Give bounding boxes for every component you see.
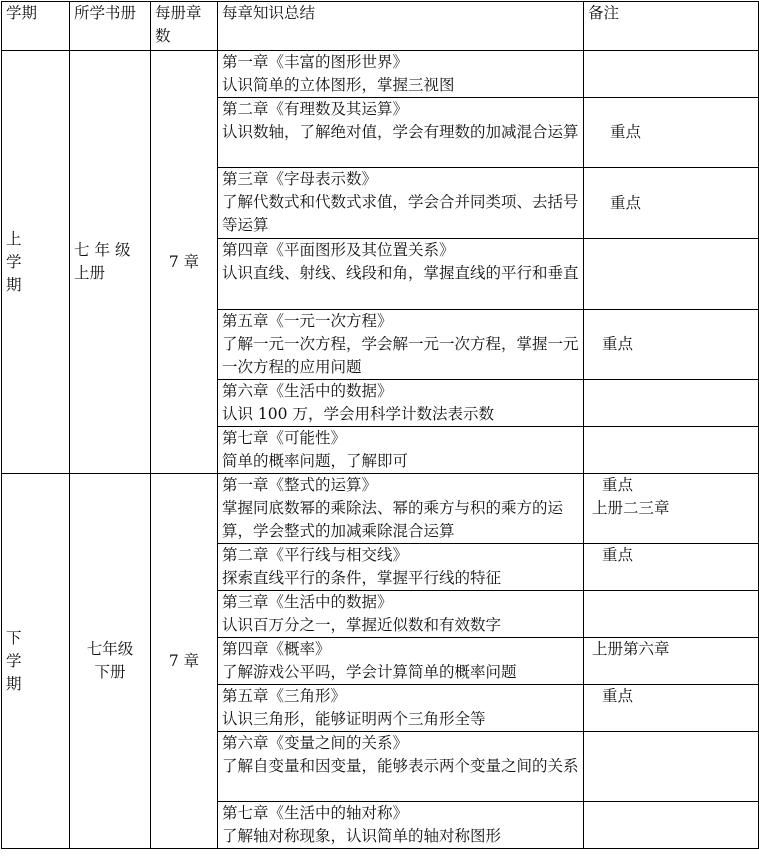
term-cell-first <box>2 51 70 474</box>
chapter-title: 第一章《整式的运算》 <box>222 476 378 494</box>
book-volume: 下册 <box>94 663 126 681</box>
note-cell <box>584 380 759 427</box>
table-row <box>2 51 759 98</box>
note-text: 重点 <box>610 193 642 212</box>
chapter-cell <box>218 168 584 239</box>
chapter-title: 第二章《平行线与相交线》 <box>222 546 409 564</box>
chapter-title: 第五章《三角形》 <box>222 687 347 705</box>
note-cell <box>584 802 759 849</box>
note-text: 上册第六章 <box>592 640 670 658</box>
note-text: 重点 <box>602 335 634 353</box>
note-cell <box>584 51 759 98</box>
term-char: 期 <box>6 674 22 693</box>
note-text: 重点 <box>602 546 634 564</box>
chapter-desc: 了解轴对称现象，认识简单的轴对称图形 <box>222 827 502 845</box>
note-cell <box>584 474 759 544</box>
chapter-title: 第二章《有理数及其运算》 <box>222 100 409 118</box>
chapter-cell <box>218 380 584 427</box>
term-char: 期 <box>6 275 22 294</box>
chapter-desc: 了解游戏公平吗，学会计算简单的概率问题 <box>222 663 517 681</box>
chapter-cell <box>218 427 584 474</box>
table-row <box>2 474 759 544</box>
note-cell <box>584 685 759 732</box>
book-cell-second <box>70 474 151 849</box>
book-cell-first <box>70 51 151 474</box>
note-cell <box>584 544 759 591</box>
note-text-secondary: 上册二三章 <box>592 499 670 517</box>
header-term: 学期 <box>2 2 70 51</box>
chapter-count-second: 7 章 <box>151 474 218 849</box>
term-char: 上 <box>6 229 22 248</box>
chapter-desc: 认识 100 万，学会用科学计数法表示数 <box>222 405 494 423</box>
chapter-cell <box>218 638 584 685</box>
note-cell <box>584 239 759 310</box>
header-row <box>2 2 759 51</box>
chapter-desc: 认识百万分之一，掌握近似数和有效数字 <box>222 616 502 634</box>
chapter-title: 第三章《字母表示数》 <box>222 170 378 188</box>
chapter-title: 第七章《生活中的轴对称》 <box>222 804 409 822</box>
note-text: 重点 <box>602 687 634 705</box>
chapter-cell <box>218 685 584 732</box>
note-cell <box>584 427 759 474</box>
chapter-desc: 了解自变量和因变量，能够表示两个变量之间的关系 <box>222 757 579 775</box>
note-cell <box>584 638 759 685</box>
header-book: 所学书册 <box>70 2 151 51</box>
chapter-title: 第五章《一元一次方程》 <box>222 312 393 330</box>
chapter-title: 第四章《平面图形及其位置关系》 <box>222 241 455 259</box>
chapter-cell <box>218 310 584 380</box>
note-cell <box>584 168 759 239</box>
chapter-desc: 探索直线平行的条件，掌握平行线的特征 <box>222 569 502 587</box>
book-grade: 七年级 <box>86 640 134 658</box>
chapter-cell <box>218 51 584 98</box>
header-notes: 备注 <box>584 2 759 51</box>
note-text: 重点 <box>602 476 634 494</box>
chapter-desc: 简单的概率问题，了解即可 <box>222 452 409 470</box>
chapter-cell <box>218 239 584 310</box>
chapter-cell <box>218 732 584 802</box>
chapter-title: 第六章《生活中的数据》 <box>222 382 393 400</box>
note-text: 重点 <box>610 123 642 141</box>
note-cell <box>584 310 759 380</box>
chapter-cell <box>218 98 584 168</box>
header-chapters: 每册章数 <box>151 2 218 51</box>
chapter-desc: 认识简单的立体图形，掌握三视图 <box>222 76 455 94</box>
chapter-cell <box>218 802 584 849</box>
header-summary: 每章知识总结 <box>218 2 584 51</box>
chapter-cell <box>218 591 584 638</box>
chapter-desc: 认识三角形，能够证明两个三角形全等 <box>222 710 486 728</box>
chapter-title: 第一章《丰富的图形世界》 <box>222 53 409 71</box>
book-grade: 七年级 <box>74 241 136 259</box>
chapter-desc: 认识数轴，了解绝对值，学会有理数的加减混合运算 <box>222 123 579 141</box>
term-char: 学 <box>6 252 22 271</box>
chapter-desc: 认识直线、射线、线段和角，掌握直线的平行和垂直 <box>222 264 579 282</box>
chapter-count-first: 7 章 <box>151 51 218 474</box>
chapter-desc: 了解一元一次方程，学会解一元一次方程，掌握一元一次方程的应用问题 <box>222 335 579 376</box>
book-volume: 上册 <box>74 264 106 282</box>
term-cell-second <box>2 474 70 849</box>
chapter-desc: 了解代数式和代数式求值，学会合并同类项、去括号等运算 <box>222 193 579 234</box>
chapter-title: 第六章《变量之间的关系》 <box>222 734 409 752</box>
note-cell <box>584 732 759 802</box>
chapter-title: 第四章《概率》 <box>222 640 331 658</box>
term-char: 学 <box>6 651 22 670</box>
chapter-cell <box>218 544 584 591</box>
chapter-title: 第七章《可能性》 <box>222 429 347 447</box>
note-cell <box>584 98 759 168</box>
chapter-desc: 掌握同底数幂的乘除法、幂的乘方与积的乘方的运算，学会整式的加减乘除混合运算 <box>222 499 564 540</box>
curriculum-table <box>1 1 759 849</box>
note-cell <box>584 591 759 638</box>
term-char: 下 <box>6 628 22 647</box>
chapter-cell <box>218 474 584 544</box>
chapter-title: 第三章《生活中的数据》 <box>222 593 393 611</box>
